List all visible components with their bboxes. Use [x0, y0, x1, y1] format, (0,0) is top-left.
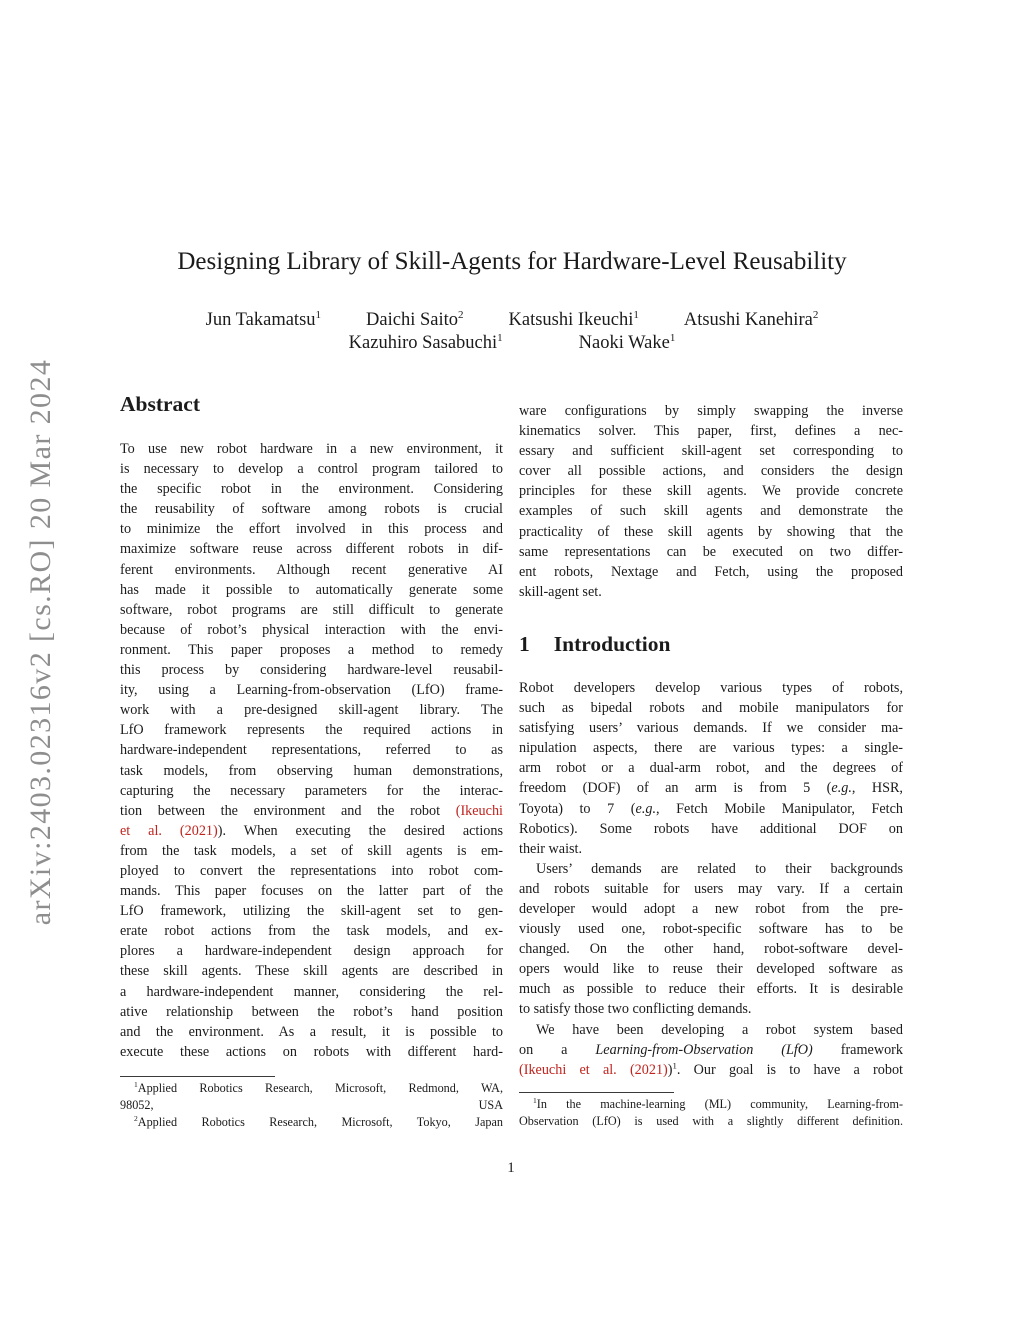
- text-line: freedom (DOF) of an arm is from 5 (e.g., HSR,: [519, 780, 903, 797]
- text-line: viously used one, robot-specific software has to be: [519, 921, 903, 938]
- abstract-heading: Abstract: [120, 392, 201, 416]
- text-line: their waist.: [519, 840, 583, 857]
- text-line: to satisfy those two conflicting demands.: [519, 1001, 752, 1018]
- text-line: arm robot or a dual-arm robot, and the degrees of: [519, 760, 903, 777]
- affiliation-marker: 1: [497, 331, 503, 344]
- text-line: essary and sufficient skill-agent set corresponding to: [519, 443, 903, 460]
- text-line: 98052, USA: [120, 1097, 503, 1112]
- text-line: ent robots, Nextage and Fetch, using the proposed: [519, 563, 903, 580]
- footnote-rule-right: [519, 1092, 674, 1093]
- text-line: skill-agent set.: [519, 583, 602, 600]
- author-name: Katsushi Ikeuchi$^1$: [508, 308, 639, 330]
- text-line: cover all possible actions, and considers the design: [519, 463, 903, 480]
- author-name: Naoki Wake$^1$: [578, 331, 676, 353]
- text-line: developer would adopt a new robot from the pre-: [519, 900, 903, 917]
- section-heading-introduction: [519, 629, 903, 659]
- citation-link[interactable]: (Ikeuchi: [455, 802, 503, 819]
- text-line: the reusability of software among robots is crucial: [120, 501, 503, 518]
- text-line: $^1$Applied Robotics Research, Microsoft, Redmond, WA,: [134, 1079, 503, 1095]
- footnote-marker: 1: [533, 1095, 537, 1105]
- text-line: from the task models, a set of skill agents is em-: [120, 842, 503, 859]
- text-line: satisfying users’ various demands. If we consider ma-: [519, 720, 903, 737]
- author-name: Atsushi Kanehira$^2$: [683, 308, 819, 330]
- text-line: LfO framework represents the required actions in: [120, 722, 503, 739]
- footnote-rule-left: [120, 1076, 275, 1077]
- text-line: $^2$Applied Robotics Research, Microsoft, Tokyo, Japan: [134, 1113, 503, 1129]
- affiliation-marker: 1: [669, 331, 676, 344]
- text-line: examples of such skill agents and demonstrate the: [519, 503, 903, 520]
- footnote-marker: 1: [134, 1079, 138, 1089]
- text-line: ronment. This paper proposes a method to remedy: [120, 641, 503, 658]
- text-line: this process by considering hardware-level reusabil-: [120, 662, 503, 679]
- introduction-paragraph-3: [519, 1020, 903, 1080]
- text-line: much as possible to reduce their efforts. It is desirable: [519, 981, 903, 998]
- citation-link[interactable]: (Ikeuchi et al. (2021): [519, 1061, 668, 1078]
- text-line: ployed to convert the representations into robot com-: [120, 862, 503, 879]
- page-number: 1: [507, 1160, 515, 1176]
- text-line: because of robot’s physical interaction with the envi-: [120, 621, 503, 638]
- text-line: LfO framework, utilizing the skill-agent set to gen-: [120, 903, 503, 920]
- footnote-marker: 2: [134, 1113, 138, 1123]
- author-list-line1: [0, 308, 1024, 332]
- text-line: Robotics). Some robots have additional DOF on: [519, 820, 903, 837]
- text-line: same representations can be executed on two differ-: [519, 543, 903, 560]
- text-line: maximize software reuse across different robots in dif-: [120, 541, 503, 558]
- text-line: (Ikeuchi et al. (2021))$^1$. Our goal is to have a robot: [519, 1059, 903, 1078]
- text-line: execute these actions on robots with different hard-: [120, 1043, 503, 1060]
- text-line: principles for these skill agents. We provide concrete: [519, 483, 903, 500]
- text-line: Robot developers develop various types of robots,: [519, 679, 903, 696]
- citation-link[interactable]: et al. (2021): [120, 822, 218, 839]
- section-title: Introduction: [553, 631, 671, 656]
- text-line: has made it possible to automatically generate some: [120, 581, 503, 598]
- text-line: ative relationship between the robot’s hand position: [120, 1003, 503, 1020]
- affiliation-marker: 2: [458, 308, 464, 321]
- text-line: opers would like to reuse their developed software as: [519, 961, 903, 978]
- author-name: Kazuhiro Sasabuchi$^1$: [348, 331, 503, 353]
- text-line: hardware-independent representations, referred to as: [120, 742, 503, 759]
- text-line: task models, from observing human demonstrations,: [120, 762, 503, 779]
- paper-title: Designing Library of Skill-Agents for Hardware-Level Reusability: [177, 248, 847, 275]
- introduction-paragraph-2: [519, 859, 903, 1020]
- text-line: to minimize the effort involved in this process and: [120, 521, 503, 538]
- text-line: To use new robot hardware in a new environment, it: [120, 441, 503, 457]
- text-line: is necessary to develop a control program tailored to: [120, 461, 503, 478]
- text-line: erate robot actions from the task models, and ex-: [120, 923, 503, 940]
- text-line: and the environment. As a result, it is possible to: [120, 1023, 503, 1040]
- definition-footnote: [519, 1096, 903, 1130]
- left-column: [120, 391, 503, 1131]
- text-line: kinematics solver. This paper, first, defines a nec-: [519, 423, 903, 440]
- section-number: 1: [519, 631, 530, 656]
- affiliation-marker: 2: [812, 308, 819, 321]
- arxiv-watermark: arXiv:2403.02316v2 [cs.RO] 20 Mar 2024: [24, 358, 57, 926]
- text-line: changed. On the other hand, robot-software devel-: [519, 941, 903, 958]
- text-line: We have been developing a robot system based: [536, 1021, 903, 1038]
- text-line: practicality of these skill agents by showing that the: [519, 523, 903, 540]
- text-line: these skill agents. These skill agents are described in: [120, 963, 503, 980]
- affiliation-marker: 1: [315, 308, 322, 321]
- text-line: tion between the environment and the robot (Ikeuchi: [120, 802, 503, 819]
- text-line: $^1$In the machine-learning (ML) community, Learning-from-: [533, 1095, 903, 1111]
- text-line: such as bipedal robots and mobile manipulators for: [519, 700, 903, 717]
- affiliation-footnotes: [120, 1080, 503, 1131]
- text-line: capturing the necessary parameters for the interac-: [120, 782, 503, 799]
- affiliation-marker: 1: [633, 308, 639, 321]
- text-line: nipulation aspects, there are various types: a single-: [519, 740, 903, 757]
- text-line: et al. (2021)). When executing the desired actions: [120, 822, 503, 839]
- author-name: Daichi Saito$^2$: [366, 308, 464, 330]
- author-name: Jun Takamatsu$^1$: [205, 308, 322, 330]
- text-line: on a Learning-from-Observation (LfO) framework: [519, 1041, 903, 1058]
- text-line: and robots suitable for users may vary. If a certain: [519, 880, 903, 897]
- text-line: the specific robot in the environment. Considering: [120, 481, 503, 498]
- abstract-text-left: [120, 439, 503, 1062]
- text-line: ware configurations by simply swapping the inverse: [519, 403, 903, 419]
- text-line: Observation (LfO) is used with a slightly different definition.: [519, 1113, 903, 1128]
- footnote-marker: 1: [672, 1059, 677, 1070]
- text-line: mands. This paper focuses on the latter part of the: [120, 883, 503, 900]
- text-line: ferent environments. Although recent generative AI: [120, 561, 503, 578]
- text-line: ity, using a Learning-from-observation (LfO) frame-: [120, 682, 503, 699]
- text-line: software, robot programs are still difficult to generate: [120, 601, 503, 618]
- author-list-line2: [0, 331, 1024, 355]
- right-column: [519, 401, 903, 1130]
- text-line: Users’ demands are related to their backgrounds: [536, 860, 903, 877]
- abstract-text-right: [519, 401, 903, 602]
- introduction-paragraph-1: [519, 678, 903, 859]
- text-line: Toyota) to 7 (e.g., Fetch Mobile Manipulator, Fetch: [519, 800, 903, 817]
- text-line: plores a hardware-independent design approach for: [120, 943, 503, 960]
- text-line: a hardware-independent manner, considering the rel-: [120, 983, 503, 1000]
- text-line: work with a pre-designed skill-agent library. The: [120, 702, 503, 719]
